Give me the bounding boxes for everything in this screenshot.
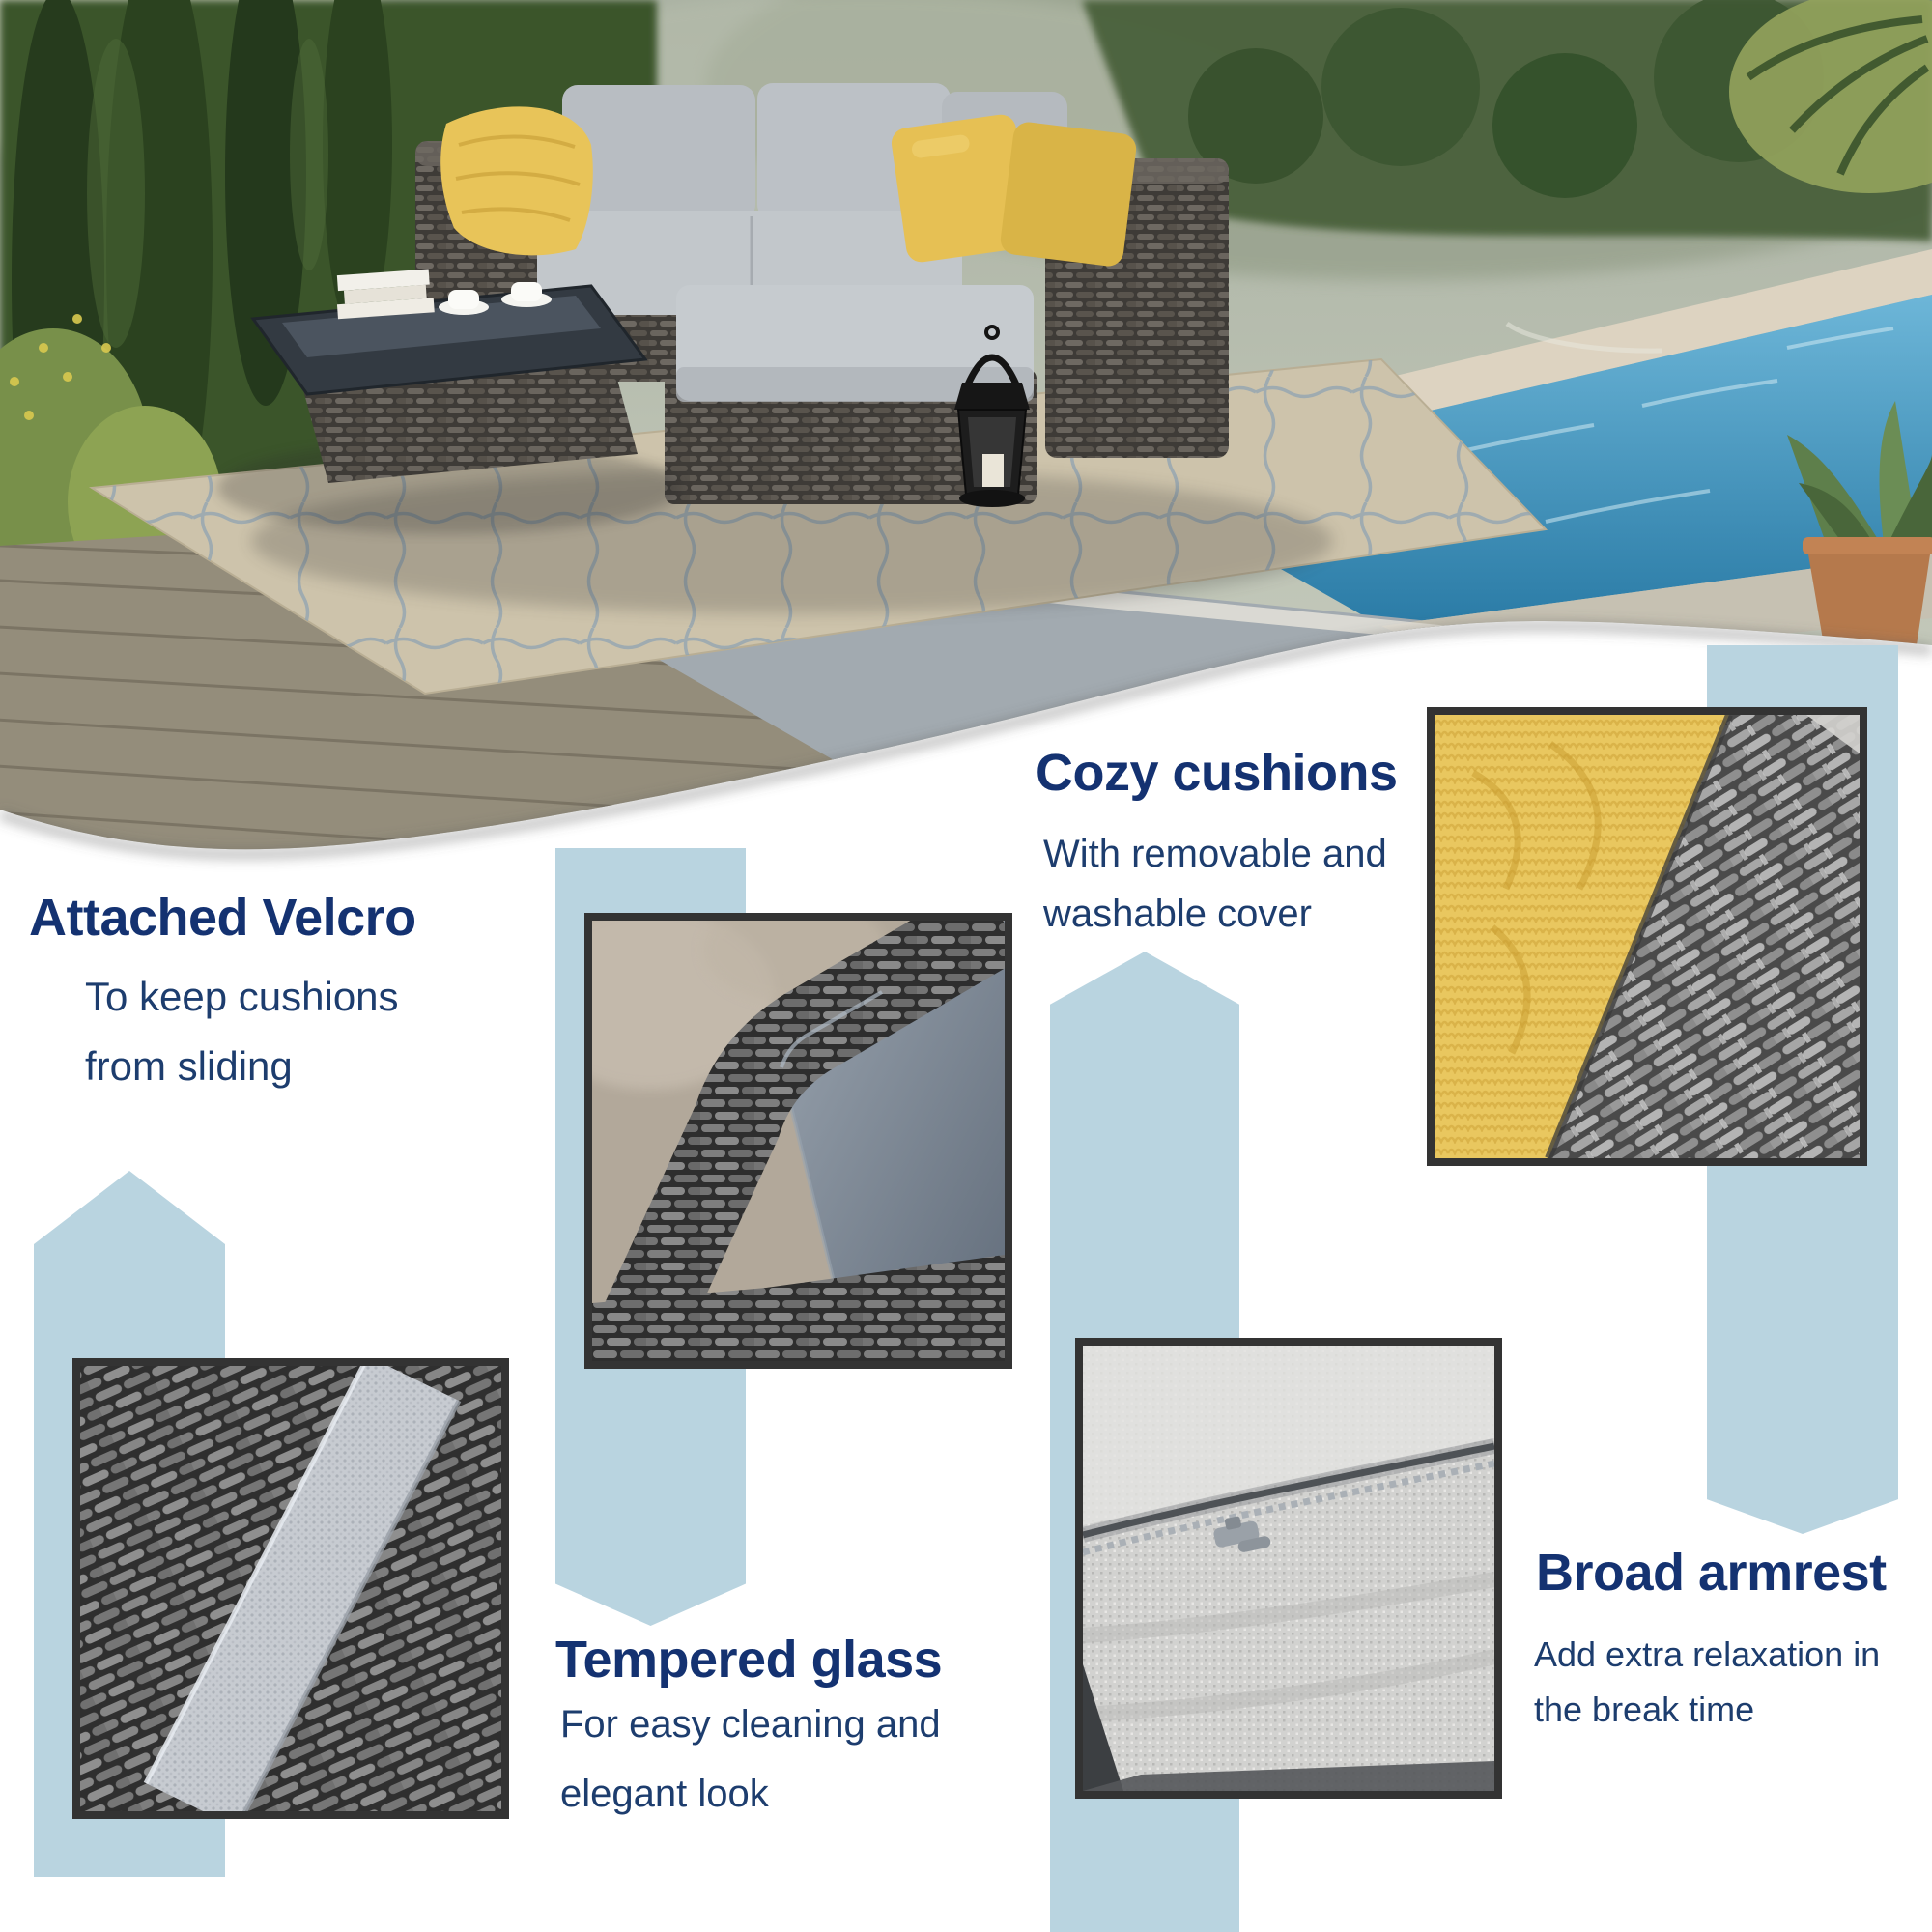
feature-sub-velcro-line2: from sliding (85, 1043, 293, 1089)
feature-sub-glass (560, 1690, 941, 1829)
cushion-zipper-photo (1075, 1338, 1502, 1799)
feature-sub-glass-line1: For easy cleaning and (560, 1703, 941, 1746)
feature-sub-armrest-line1: Add extra relaxation in (1534, 1634, 1881, 1674)
feature-sub-cushions-line1: With removable and (1043, 833, 1387, 875)
feature-title-cushions: Cozy cushions (1036, 744, 1398, 802)
feature-sub-cushions (1043, 824, 1387, 944)
books (335, 269, 435, 319)
glass-corner-photo (584, 913, 1012, 1369)
feature-sub-armrest-line2: the break time (1534, 1690, 1755, 1729)
feature-title-glass: Tempered glass (555, 1631, 943, 1689)
yellow-pillows (890, 113, 1138, 269)
feature-title-armrest: Broad armrest (1536, 1544, 1887, 1602)
feature-sub-cushions-line2: washable cover (1043, 893, 1312, 935)
feature-sub-armrest (1534, 1627, 1880, 1737)
feature-sub-glass-line2: elegant look (560, 1773, 769, 1815)
feature-sub-velcro-line1: To keep cushions (85, 974, 399, 1019)
armrest-blanket-photo (1427, 707, 1867, 1166)
feature-title-velcro: Attached Velcro (29, 889, 416, 947)
feature-sub-velcro (85, 962, 399, 1101)
velcro-strip-photo (72, 1358, 509, 1819)
